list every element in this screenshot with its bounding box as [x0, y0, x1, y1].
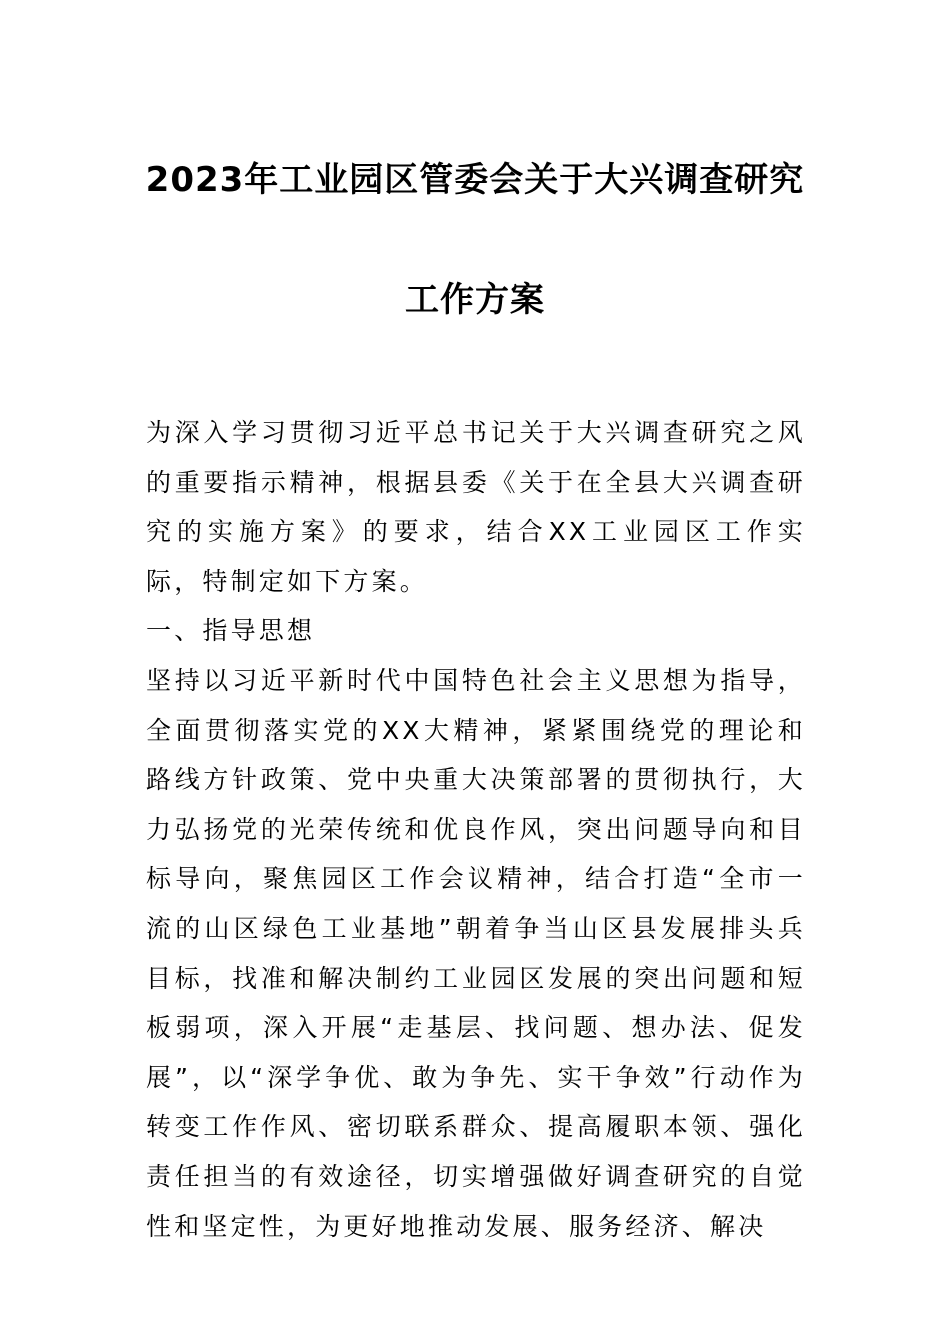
intro-paragraph: 为深入学习贯彻习近平总书记关于大兴调查研究之风的重要指示精神，根据县委《关于在全县大兴调查研究的实施方案》的要求，结合XX工业园区工作实际，特制定如下方案。 [146, 418, 806, 596]
document-title-line-2: 工作方案 [405, 280, 545, 320]
document-title-line-1: 2023年工业园区管委会关于大兴调查研究 [145, 160, 805, 200]
section-paragraph-guiding-ideology: 坚持以习近平新时代中国特色社会主义思想为指导，全面贯彻落实党的XX大精神，紧紧围绕党的理论和路线方针政策、党中央重大决策部署的贯彻执行，大力弘扬党的光荣传统和优良作风，突出问题导向和目标导向，聚焦园区工作会议精神，结合打造“全市一流的山区绿色工业基地”朝着争当山区县发展排头兵目标，找准和解决制约工业园区发展的突出问题和短板弱项，深入开展“走基层、找问题、想办法、促发展”，以“深学争优、敢为争先、实干争效”行动作为转变工作作风、密切联系群众、提高履职本领、强化责任担当的有效途径，切实增强做好调查研究的自觉性和坚定性，为更好地推动发展、服务经济、解决 [146, 665, 806, 1241]
section-heading-guiding-ideology: 一、指导思想 [146, 616, 316, 646]
document-body [146, 408, 806, 1251]
